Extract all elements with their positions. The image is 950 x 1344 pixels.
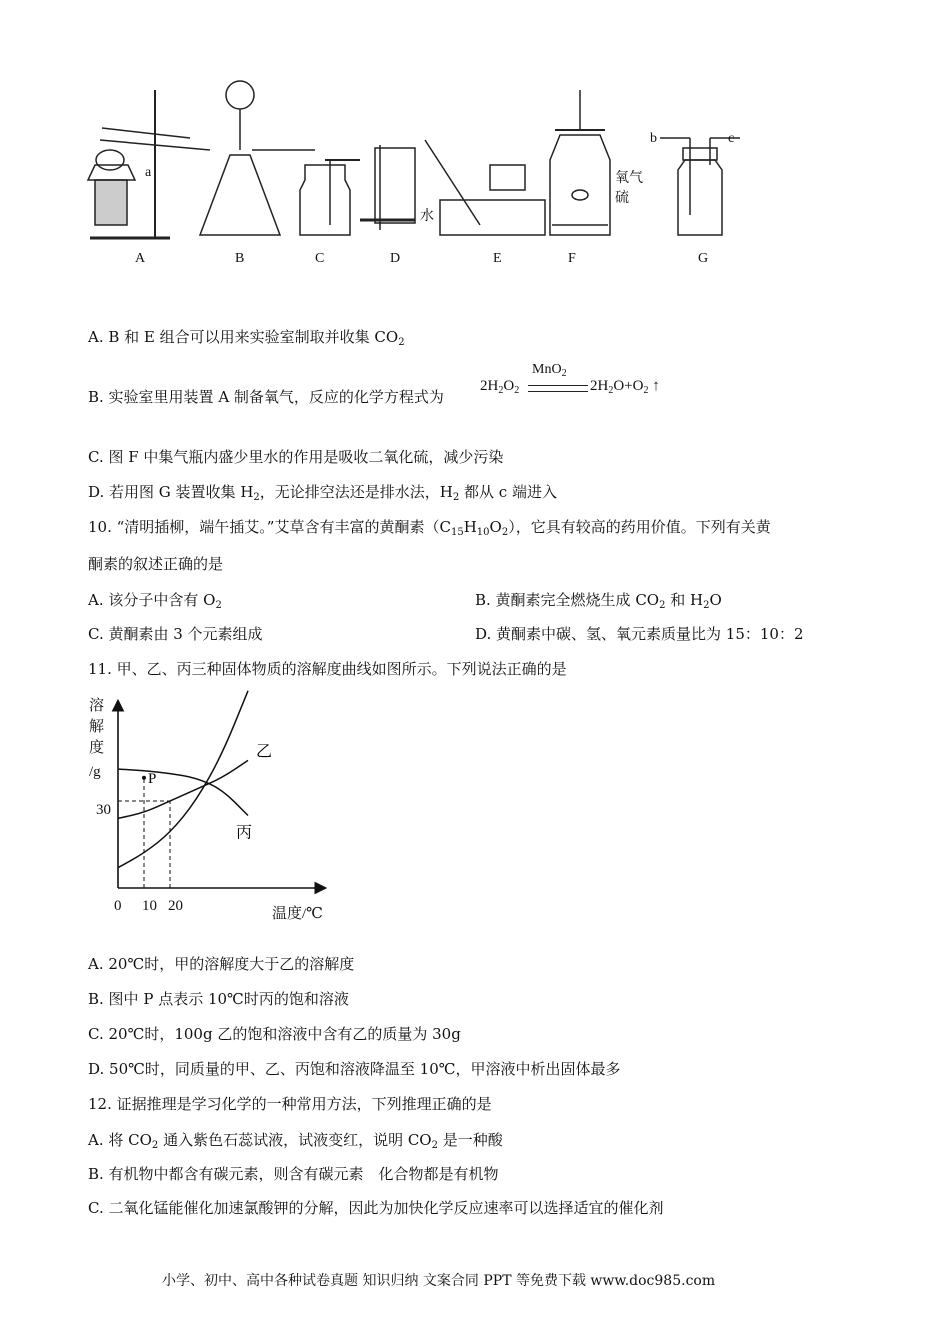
- series-line-1: [118, 691, 248, 868]
- q9-option-c: C. 图 F 中集气瓶内盛少里水的作用是吸收二氧化硫，减少污染: [88, 448, 504, 466]
- ylabel-unit: /g: [89, 764, 101, 780]
- series-label-yi: 乙: [256, 743, 273, 761]
- port-b-label: b: [650, 131, 657, 146]
- sulfur-label: 硫: [615, 191, 629, 206]
- q10-stem-line2: 酮素的叙述正确的是: [88, 555, 224, 573]
- ylabel-char-2: 解: [89, 719, 105, 735]
- apparatus-label-g: G: [698, 251, 709, 266]
- apparatus-label-d: D: [390, 251, 401, 266]
- q11-option-a: A. 20℃时，甲的溶解度大于乙的溶解度: [88, 955, 355, 973]
- q11-option-c: C. 20℃时，100g 乙的饱和溶液中含有乙的质量为 30g: [88, 1025, 461, 1043]
- series-line-3: [118, 769, 248, 815]
- apparatus-label-c: C: [315, 251, 325, 266]
- y-tick-30: 30: [96, 802, 111, 818]
- q11-stem: 11. 甲、乙、丙三种固体物质的溶解度曲线如图所示。下列说法正确的是: [88, 660, 567, 678]
- q12-option-b: B. 有机物中都含有碳元素，则含有碳元素 化合物都是有机物: [88, 1165, 499, 1183]
- ylabel-char-1: 溶: [89, 698, 105, 714]
- page-footer: 小学、初中、高中各种试卷真题 知识归纳 文案合同 PPT 等免费下载 www.doc985.com: [162, 1273, 716, 1289]
- q10-option-b: B. 黄酮素完全燃烧生成 $CO_2$ 和 $H_2O$: [475, 591, 722, 611]
- q9-option-d: D. 若用图 G 装置收集 $H_2$，无论排空法还是排水法，$H_2$ 都从 c 端进入: [88, 483, 557, 503]
- q12-stem: 12. 证据推理是学习化学的一种常用方法，下列推理正确的是: [88, 1095, 492, 1113]
- point-p-label: P: [148, 770, 157, 787]
- apparatus-label-e: E: [493, 251, 502, 266]
- water-label: 水: [420, 209, 434, 224]
- q12-option-c: C. 二氧化锰能催化加速氯酸钾的分解，因此为加快化学反应速率可以选择适宜的催化剂: [88, 1199, 664, 1217]
- x-tick-0: 0: [114, 898, 122, 914]
- q10-option-d: D. 黄酮素中碳、氢、氧元素质量比为 15：10：2: [475, 625, 804, 643]
- xlabel: 温度/℃: [272, 906, 323, 922]
- ylabel-char-3: 度: [89, 740, 105, 756]
- oxygen-label: 氧气: [615, 171, 643, 186]
- q9-equation: MnO$_2$ $2H_2O_2$ $2H_2O+O_2$ ↑: [480, 362, 660, 396]
- q11-option-b: B. 图中 P 点表示 10℃时丙的饱和溶液: [88, 990, 349, 1008]
- q9-option-b: B. 实验室里用装置 A 制备氧气，反应的化学方程式为: [88, 388, 444, 406]
- series-label-bing: 丙: [236, 824, 253, 842]
- x-tick-10: 10: [142, 898, 157, 914]
- port-c-label: c: [728, 131, 735, 146]
- apparatus-label-a: A: [135, 251, 146, 266]
- apparatus-figure: [80, 70, 760, 270]
- q9-option-a: A. B 和 E 组合可以用来实验室制取并收集 $CO_2$: [88, 328, 405, 348]
- apparatus-label-f: F: [568, 251, 576, 266]
- apparatus-label-b: B: [235, 251, 245, 266]
- q10-stem-line1: 10. “清明插柳，端午插艾。”艾草含有丰富的黄酮素$(C_{15}H_{10}O_2)$，它具有较高的药用价值。下列有关黄: [88, 518, 771, 538]
- q11-option-d: D. 50℃时，同质量的甲、乙、丙饱和溶液降温至 10℃，甲溶液中析出固体最多: [88, 1060, 621, 1078]
- x-tick-20: 20: [168, 898, 183, 914]
- series-line-2: [118, 760, 248, 818]
- point-p: [142, 776, 146, 780]
- q12-option-a: A. 将 $CO_2$ 通入紫色石蕊试液，试液变红，说明 $CO_2$ 是一种酸: [88, 1131, 503, 1151]
- tube-label-a: a: [145, 165, 152, 180]
- q10-option-c: C. 黄酮素由 3 个元素组成: [88, 625, 263, 643]
- q10-option-a: A. 该分子中含有 $O_2$: [88, 591, 222, 611]
- solubility-chart: [84, 690, 344, 930]
